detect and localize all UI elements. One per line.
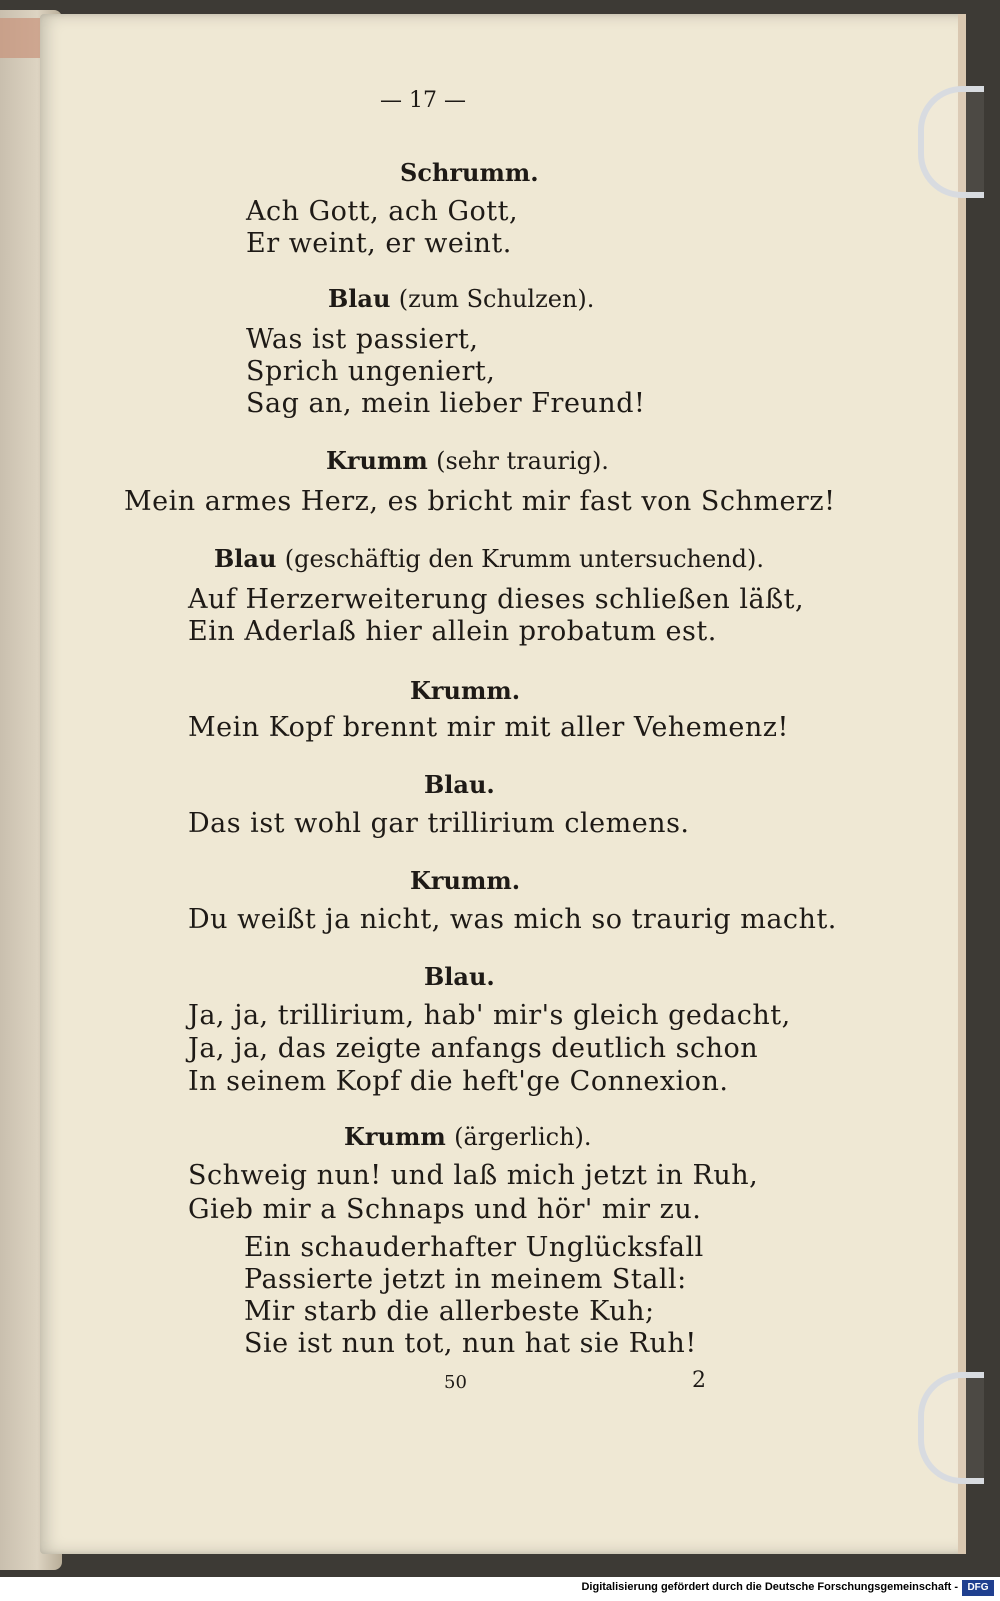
verse-line: Ja, ja, das zeigte anfangs deutlich schon xyxy=(188,1033,759,1064)
speaker-krumm xyxy=(326,446,609,475)
stage-direction: (geschäftig den Krumm untersuchend). xyxy=(284,545,764,573)
verse-line: Mein armes Herz, es bricht mir fast von Schmerz! xyxy=(124,486,836,517)
page-clip-top xyxy=(918,86,984,198)
verse-line: Ein schauderhafter Unglücksfall xyxy=(244,1232,704,1263)
funding-credit: Digitalisierung gefördert durch die Deutsche Forschungsgemeinschaft - xyxy=(581,1581,958,1593)
speaker-blau: Blau. xyxy=(424,770,495,799)
signature-mark: 50 xyxy=(444,1372,467,1393)
verse-line: Er weint, er weint. xyxy=(246,228,512,259)
speaker-blau: Blau. xyxy=(424,962,495,991)
speaker-krumm xyxy=(344,1122,592,1151)
verse-line: Sprich ungeniert, xyxy=(246,356,496,387)
verse-line: Schweig nun! und laß mich jetzt in Ruh, xyxy=(188,1160,759,1191)
speaker-name: Blau xyxy=(214,544,277,573)
page-edge xyxy=(958,14,966,1554)
speaker-schrumm: Schrumm. xyxy=(400,158,539,187)
verse-line: Das ist wohl gar trillirium clemens. xyxy=(188,808,690,839)
page-clip-bottom xyxy=(918,1372,984,1484)
verse-line: Gieb mir a Schnaps und hör' mir zu. xyxy=(188,1194,702,1225)
speaker-krumm: Krumm. xyxy=(410,866,521,895)
verse-line: In seinem Kopf die heft'ge Connexion. xyxy=(188,1066,729,1097)
verse-line: Sag an, mein lieber Freund! xyxy=(246,388,646,419)
speaker-name: Krumm xyxy=(344,1122,446,1151)
verse-line: Ach Gott, ach Gott, xyxy=(246,196,519,227)
stage-direction: (ärgerlich). xyxy=(454,1123,592,1151)
verse-line: Sie ist nun tot, nun hat sie Ruh! xyxy=(244,1328,697,1359)
verse-line: Ein Aderlaß hier allein probatum est. xyxy=(188,616,717,647)
speaker-blau xyxy=(328,284,594,313)
stage-direction: (sehr traurig). xyxy=(436,447,609,475)
page-number-header: — 17 — xyxy=(380,88,466,113)
verse-line: Auf Herzerweiterung dieses schließen läßt, xyxy=(188,584,805,615)
dfg-logo: DFG xyxy=(962,1580,994,1596)
sheet-signature: 2 xyxy=(692,1368,706,1393)
speaker-name: Blau xyxy=(328,284,391,313)
verse-line: Ja, ja, trillirium, hab' mir's gleich gedacht, xyxy=(188,1000,791,1031)
verse-line: Mir starb die allerbeste Kuh; xyxy=(244,1296,655,1327)
speaker-blau xyxy=(214,544,764,573)
digitization-footer xyxy=(0,1577,1000,1601)
speaker-krumm: Krumm. xyxy=(410,676,521,705)
speaker-name: Krumm xyxy=(326,446,428,475)
verse-line: Du weißt ja nicht, was mich so traurig macht. xyxy=(188,904,837,935)
verse-line: Passierte jetzt in meinem Stall: xyxy=(244,1264,687,1295)
stage-direction: (zum Schulzen). xyxy=(398,285,595,313)
verse-line: Mein Kopf brennt mir mit aller Vehemenz! xyxy=(188,712,789,743)
verse-line: Was ist passiert, xyxy=(246,324,479,355)
